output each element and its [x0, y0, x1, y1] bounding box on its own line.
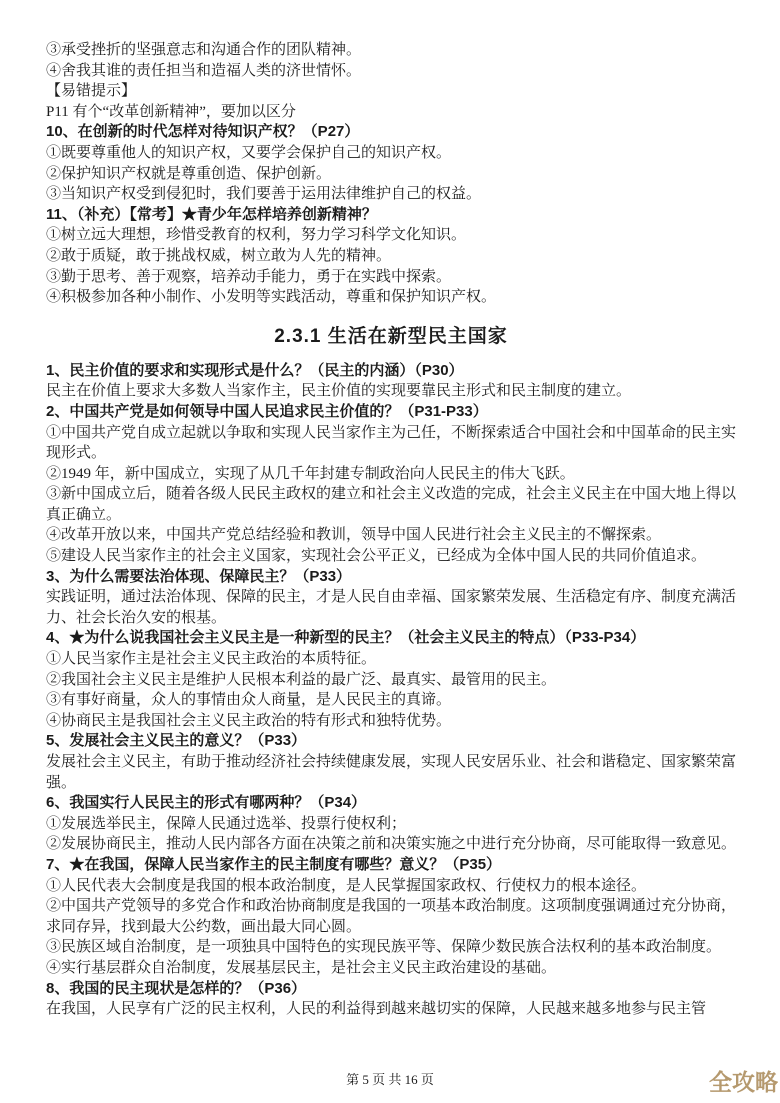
body-paragraph: ③承受挫折的坚强意志和沟通合作的团队精神。 [46, 42, 362, 58]
body-paragraph: ④积极参加各种小制作、小发明等实践活动，尊重和保护知识产权。 [46, 289, 497, 306]
body-paragraph: ①发展选举民主，保障人民通过选举、投票行使权利； [46, 815, 407, 832]
question-heading: 2、中国共产党是如何领导中国人民追求民主价值的？（P31-P33） [46, 402, 488, 420]
body-paragraph: ④实行基层群众自治制度，发展基层民主，是社会主义民主政治建设的基础。 [46, 959, 557, 976]
body-paragraph: ②中国共产党领导的多党合作和政治协商制度是我国的一项基本政治制度。这项制度强调通过充分协商，求同存异，找到最大公约数，画出最大同心圆。 [46, 898, 737, 935]
body-paragraph: ①中国共产党自成立起就以争取和实现人民当家作主为己任，不断探索适合中国社会和中国革命的民主实现形式。 [46, 424, 737, 462]
question-heading: 6、我国实行人民民主的形式有哪两种？（P34） [46, 794, 367, 812]
document-body [46, 40, 736, 1020]
body-paragraph: ③勤于思考、善于观察，培养动手能力，勇于在实践中探索。 [46, 268, 452, 285]
body-paragraph: ②1949 年，新中国成立，实现了从几千年封建专制政治向人民民主的伟大飞跃。 [46, 465, 575, 482]
body-paragraph: 实践证明，通过法治体现、保障的民主，才是人民自由幸福、国家繁荣发展、生活稳定有序、制度充满活力、社会长治久安的根基。 [46, 589, 737, 626]
watermark: 全攻略 [709, 1069, 778, 1095]
page-footer: 第 5 页 共 16 页 [346, 1072, 434, 1087]
body-paragraph: ①人民当家作主是社会主义民主政治的本质特征。 [46, 651, 377, 668]
body-paragraph: ④协商民主是我国社会主义民主政治的特有形式和独特优势。 [46, 712, 452, 729]
body-paragraph: ④改革开放以来，中国共产党总结经验和教训，领导中国人民进行社会主义民主的不懈探索。 [46, 527, 662, 544]
body-paragraph: ③有事好商量，众人的事情由众人商量，是人民民主的真谛。 [46, 692, 452, 709]
body-paragraph: ④舍我其谁的责任担当和造福人类的济世情怀。 [46, 62, 362, 79]
question-heading: 1、民主价值的要求和实现形式是什么？（民主的内涵）（P30） [46, 361, 464, 379]
section-title: 2.3.1 生活在新型民主国家 [274, 325, 508, 347]
body-paragraph: ③当知识产权受到侵犯时，我们要善于运用法律维护自己的权益。 [46, 186, 482, 203]
question-heading: 8、我国的民主现状是怎样的？（P36） [46, 979, 307, 997]
question-heading: 11、（补充）【常考】★青少年怎样培养创新精神？ [46, 205, 377, 223]
body-paragraph: ②我国社会主义民主是维护人民根本利益的最广泛、最真实、最管用的民主。 [46, 671, 557, 688]
body-paragraph: ②敢于质疑，敢于挑战权威，树立敢为人先的精神。 [46, 247, 392, 264]
body-paragraph: ②发展协商民主，推动人民内部各方面在决策之前和决策实施之中进行充分协商，尽可能取得一致意见。 [46, 836, 737, 853]
body-paragraph: ③新中国成立后，随着各级人民民主政权的建立和社会主义改造的完成，社会主义民主在中国大地上得以真正确立。 [46, 486, 737, 523]
body-paragraph: 发展社会主义民主，有助于推动经济社会持续健康发展，实现人民安居乐业、社会和谐稳定、国家繁荣富强。 [46, 754, 737, 791]
body-paragraph: ③民族区域自治制度，是一项独具中国特色的实现民族平等、保障少数民族合法权利的基本政治制度。 [46, 939, 722, 956]
question-heading: 3、为什么需要法治体现、保障民主？（P33） [46, 567, 352, 585]
body-paragraph: ①人民代表大会制度是我国的根本政治制度，是人民掌握国家政权、行使权力的根本途径。 [46, 877, 647, 894]
body-paragraph: 在我国，人民享有广泛的民主权利，人民的利益得到越来越切实的保障，人民越来越多地参与民主管 [46, 1001, 707, 1018]
body-paragraph: 民主在价值上要求大多数人当家作主，民主价值的实现要靠民主形式和民主制度的建立。 [46, 383, 632, 400]
body-paragraph: 【易错提示】 [46, 83, 137, 100]
question-heading: 4、★为什么说我国社会主义民主是一种新型的民主？（社会主义民主的特点）（P33-P34） [46, 629, 646, 647]
question-heading: 5、发展社会主义民主的意义？（P33） [46, 732, 307, 750]
body-paragraph: ①既要尊重他人的知识产权，又要学会保护自己的知识产权。 [46, 144, 452, 161]
body-paragraph: P11 有个“改革创新精神”，要加以区分 [46, 103, 296, 120]
body-paragraph: ⑤建设人民当家作主的社会主义国家，实现社会公平正义，已经成为全体中国人民的共同价值追求。 [46, 548, 707, 565]
body-paragraph: ①树立远大理想，珍惜受教育的权利，努力学习科学文化知识。 [46, 227, 467, 244]
body-paragraph: ②保护知识产权就是尊重创造、保护创新。 [46, 165, 332, 182]
question-heading: 10、在创新的时代怎样对待知识产权？（P27） [46, 123, 360, 141]
question-heading: 7、★在我国，保障人民当家作主的民主制度有哪些？意义？（P35） [46, 855, 502, 873]
